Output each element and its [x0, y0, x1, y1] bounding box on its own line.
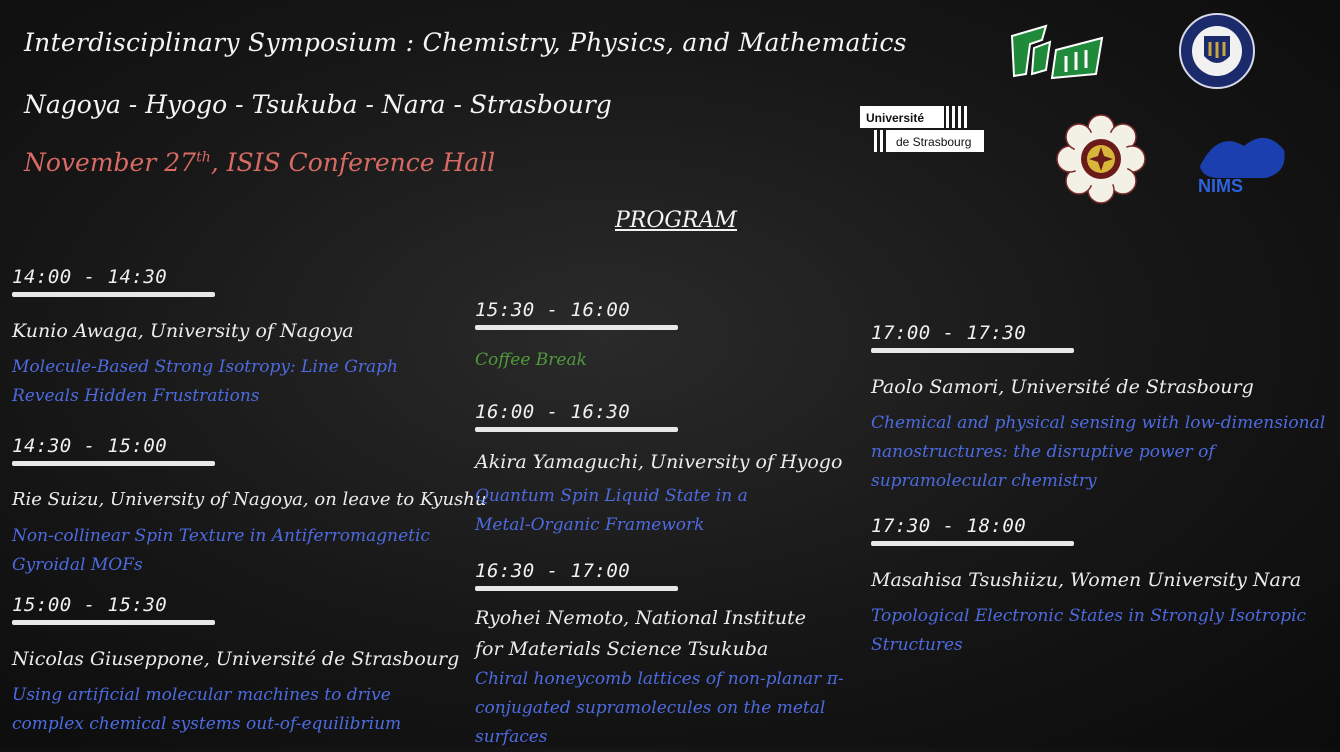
time-slot: 15:30 - 16:00 — [475, 299, 631, 321]
slot-1700 — [871, 322, 1331, 496]
speaker-name: Ryohei Nemoto, National Institute for Materials Science Tsukuba — [475, 607, 806, 660]
speaker-name: Nicolas Giuseppone, Université de Strasbourg — [12, 648, 460, 670]
divider — [475, 586, 678, 591]
divider — [871, 348, 1074, 353]
time-slot: 17:00 - 17:30 — [871, 322, 1027, 344]
divider — [12, 292, 215, 297]
talk-title: Molecule-Based Strong Isotropy: Line Graph Reveals Hidden Frustrations — [12, 357, 398, 406]
venue: , ISIS Conference Hall — [210, 148, 496, 177]
divider — [475, 427, 678, 432]
time-slot: 14:00 - 14:30 — [12, 266, 168, 288]
divider — [871, 541, 1074, 546]
symposium-title: Interdisciplinary Symposium : Chemistry, Physics, and Mathematics — [24, 28, 907, 57]
nims-logo — [1196, 128, 1288, 198]
program-heading: PROGRAM — [615, 208, 737, 233]
slot-1500 — [12, 594, 462, 739]
strasbourg-logo — [860, 106, 984, 152]
nims-text: NIMS — [1198, 176, 1243, 196]
slot-1400 — [12, 266, 462, 411]
slot-1730 — [871, 515, 1331, 660]
time-slot: 16:00 - 16:30 — [475, 401, 631, 423]
speaker-name: Paolo Samori, Université de Strasbourg — [871, 376, 1254, 398]
slot-1530 — [475, 299, 875, 370]
slot-1430 — [12, 435, 487, 580]
talk-title: Quantum Spin Liquid State in a Metal-Organic Framework — [475, 486, 748, 535]
talk-title: Chiral honeycomb lattices of non-planar π-conjugated supramolecules on the metal surfaces — [475, 669, 844, 747]
talk-title: Topological Electronic States in Strongly Isotropic Structures — [871, 606, 1307, 655]
divider — [475, 325, 678, 330]
talk-title: Chemical and physical sensing with low-dimensional nanostructures: the disruptive power of supramolecular chemistry — [871, 413, 1326, 491]
speaker-name: Rie Suizu, University of Nagoya, on leave to Kyushu — [12, 489, 487, 510]
talk-title: Non-collinear Spin Texture in Antiferromagnetic Gyroidal MOFs — [12, 526, 430, 575]
speaker-name: Masahisa Tsushiizu, Women University Nara — [871, 569, 1302, 591]
hyogo-university-seal — [1177, 12, 1257, 90]
date-venue — [24, 148, 495, 177]
time-slot: 15:00 - 15:30 — [12, 594, 168, 616]
divider — [12, 620, 215, 625]
divider — [12, 461, 215, 466]
speaker-name: Kunio Awaga, University of Nagoya — [12, 320, 354, 342]
time-slot: 16:30 - 17:00 — [475, 560, 631, 582]
talk-title: Using artificial molecular machines to drive complex chemical systems out-of-equilibrium — [12, 685, 402, 734]
nara-crest-logo — [1056, 114, 1146, 204]
coffee-break: Coffee Break — [475, 350, 587, 370]
slot-1630 — [475, 560, 905, 752]
strasbourg-line2: de Strasbourg — [896, 135, 972, 149]
slot-1600 — [475, 401, 875, 540]
time-slot: 14:30 - 15:00 — [12, 435, 168, 457]
nagoya-logo — [1006, 22, 1106, 82]
date-main: November 27 — [24, 148, 197, 177]
time-slot: 17:30 - 18:00 — [871, 515, 1027, 537]
date-suffix: th — [196, 149, 211, 166]
cities-line: Nagoya - Hyogo - Tsukuba - Nara - Strasbourg — [24, 90, 612, 119]
strasbourg-line1: Université — [866, 111, 925, 125]
speaker-name: Akira Yamaguchi, University of Hyogo — [475, 451, 843, 473]
